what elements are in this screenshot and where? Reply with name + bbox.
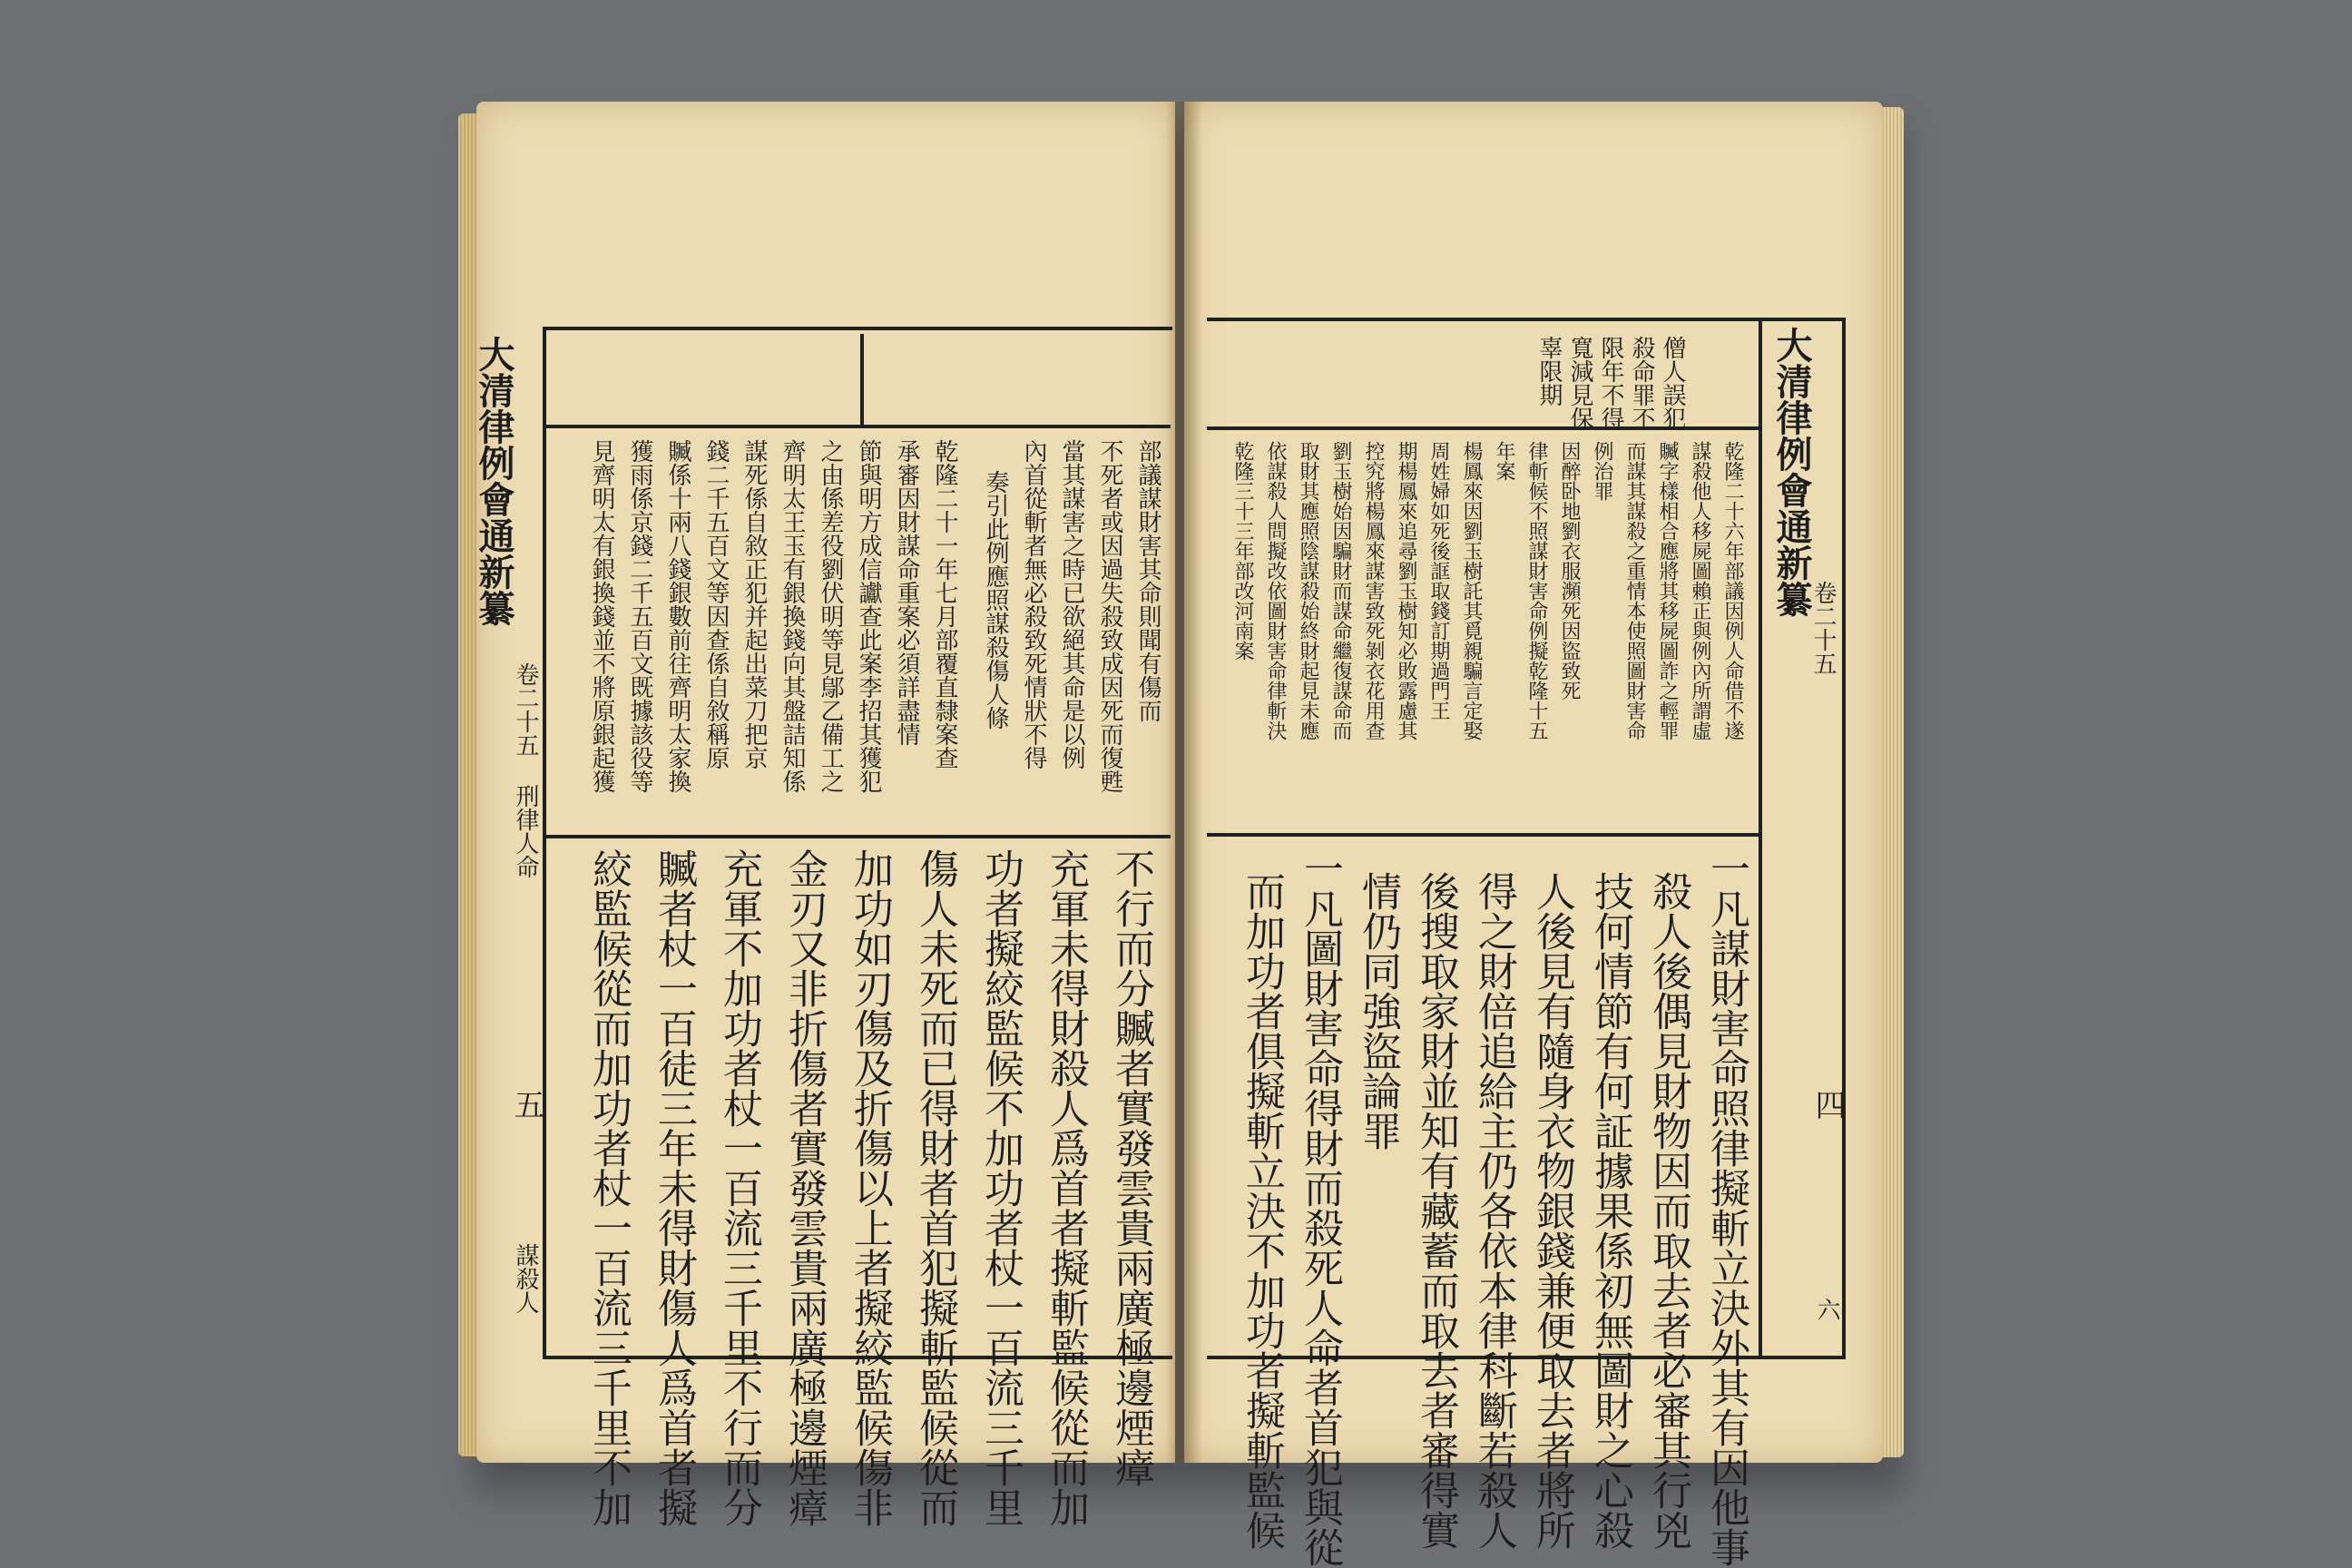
- left-commentary-line: 部議謀財害其命則聞有傷而: [1134, 439, 1161, 722]
- right-edge-page-number: 四: [1809, 1089, 1846, 1120]
- right-commentary-line: 年案: [1493, 441, 1515, 481]
- right-main-line: 技何情節有何証據果係初無圖財之心殺: [1587, 871, 1633, 1550]
- right-main-line: 一凡圖財害命得財而殺死人命者首犯與從: [1297, 848, 1343, 1567]
- right-main-line: 而加功者俱擬斬立決不加功者擬斬監候: [1239, 871, 1285, 1550]
- right-note-line: 僧人誤犯: [1659, 336, 1686, 430]
- right-edge-chapter: 卷二十五: [1809, 581, 1837, 675]
- right-commentary-line: 取財其應照陰謀殺始終財起見未應: [1297, 441, 1319, 740]
- left-commentary-line: 當其謀害之時已欲絕其命是以例: [1058, 439, 1085, 769]
- right-main-line: 情仍同強盜論罪: [1355, 871, 1401, 1151]
- left-edge-chapter: 卷二十五 刑律人命: [512, 662, 539, 878]
- left-commentary-line: 承審因財謀命重案必須詳盡情: [893, 439, 920, 746]
- right-edge-title: 大清律例會通新纂: [1770, 327, 1813, 617]
- right-main-line: 得之財倍追給主仍各依本律科斷若殺人: [1471, 871, 1517, 1550]
- right-commentary-line: 謀殺他人移屍圖賴正與例內所謂虛: [1689, 441, 1711, 740]
- right-note-line: 寬減見保: [1566, 336, 1593, 430]
- right-main-line: 殺人後偶見財物因而取去者必審其行兇: [1645, 871, 1691, 1550]
- left-main-line: 充軍未得財殺人爲首者擬斬監候從而加: [1043, 848, 1089, 1527]
- right-edge-rule: [1759, 318, 1762, 1356]
- right-commentary-line: 周姓婦如死後誆取錢訂期過門王: [1427, 441, 1450, 720]
- right-commentary-line: 依謀殺人問擬改依圖財害命律斬決: [1264, 441, 1287, 740]
- right-note-line: 限年不得: [1597, 336, 1624, 430]
- left-main-line: 加功如刃傷及折傷以上者擬絞監候傷非: [847, 848, 893, 1527]
- left-divider-rule: [543, 835, 1171, 838]
- left-edge-page-number: 五: [508, 1089, 544, 1120]
- left-main-line: 不行而分贓者實發雲貴兩廣極邊煙瘴: [1108, 848, 1154, 1487]
- right-edge-page-number-2: 六: [1813, 1298, 1840, 1321]
- left-main-line: 傷人未死而已得財者首犯擬斬監候從而: [912, 848, 958, 1527]
- right-commentary-line: 劉玉樹始因騙財而謀命繼復謀命而: [1329, 441, 1352, 740]
- left-commentary-line: 獲雨係京錢二千五百文既據該役等: [626, 439, 653, 793]
- left-commentary-line: 贓係十兩八錢銀數前往齊明太家換: [664, 439, 691, 793]
- left-header-tick: [860, 334, 864, 425]
- right-note-line: 殺命罪不: [1628, 336, 1655, 430]
- left-commentary-line: 乾隆二十一年七月部覆直隸案查: [931, 439, 958, 769]
- right-commentary-line: 楊鳳來因劉玉樹託其覓親騙言定娶: [1460, 441, 1483, 740]
- left-commentary-line: 謀死係自敘正犯并起出菜刀把京: [740, 439, 768, 769]
- left-edge-section: 謀殺人: [512, 1243, 539, 1314]
- left-main-line: 金刃又非折傷者實發雲貴兩廣極邊煙瘴: [781, 848, 828, 1527]
- right-commentary-line: 乾隆三十三年部改河南案: [1231, 441, 1254, 661]
- right-main-line: 人後見有隨身衣物銀錢兼便取去者將所: [1529, 871, 1575, 1550]
- left-main-line: 功者擬絞監候不加功者杖一百流三千里: [977, 848, 1024, 1527]
- right-commentary-line: 贓字樣相合應將其移屍圖詐之輕罪: [1656, 441, 1679, 740]
- right-divider-rule: [1207, 833, 1760, 837]
- right-commentary-line: 例治罪: [1591, 441, 1613, 501]
- left-edge-title: 大清律例會通新纂: [473, 336, 515, 626]
- left-main-line: 絞監候從而加功者杖一百流三千里不加: [585, 848, 632, 1527]
- right-main-line: 一凡謀財害命照律擬斬立決外其有因他事: [1703, 848, 1749, 1567]
- left-commentary-line: 節與明方成信讞查此案李招其獲犯: [855, 439, 882, 793]
- right-note-line: 辜限期: [1535, 336, 1563, 407]
- right-commentary-line: 控究將楊鳳來謀害致死剝衣花用查: [1362, 441, 1385, 740]
- left-header-rule: [543, 425, 1171, 428]
- left-main-line: 贓者杖一百徒三年未得財傷人爲首者擬: [651, 848, 697, 1527]
- right-main-line: 後搜取家財並知有藏蓄而取去者審得實: [1413, 871, 1459, 1550]
- left-commentary-line: 齊明太王玉有銀換錢向其盤詰知係: [779, 439, 806, 793]
- left-commentary-line: 之由係差役劉伏明等見鄔乙備工之: [817, 439, 844, 793]
- right-commentary-line: 律斬候不照謀財害命例擬乾隆十五: [1525, 441, 1548, 740]
- left-commentary-line: 內首從斬者無必殺致死情狀不得: [1020, 439, 1047, 769]
- left-commentary-line: 奏引此例應照謀殺傷人條: [982, 470, 1009, 730]
- right-commentary-line: 因醉卧地劉衣服瀕死因盜致死: [1558, 441, 1581, 701]
- left-commentary-line: 錢二千五百文等因查係自敘稱原: [702, 439, 730, 769]
- right-commentary-line: 乾隆二十六年部議因例人命借不遂: [1721, 441, 1744, 740]
- right-commentary-line: 而謀其謀殺之重情本使照圖財害命: [1623, 441, 1646, 740]
- right-commentary-line: 期楊鳳來追尋劉玉樹知必敗露慮其: [1395, 441, 1417, 740]
- left-commentary-line: 不死者或因過失殺致成因死而復甦: [1096, 439, 1123, 793]
- left-main-line: 充軍不加功者杖一百流三千里不行而分: [716, 848, 762, 1527]
- left-commentary-line: 見齊明太有銀換錢並不將原銀起獲: [588, 439, 615, 793]
